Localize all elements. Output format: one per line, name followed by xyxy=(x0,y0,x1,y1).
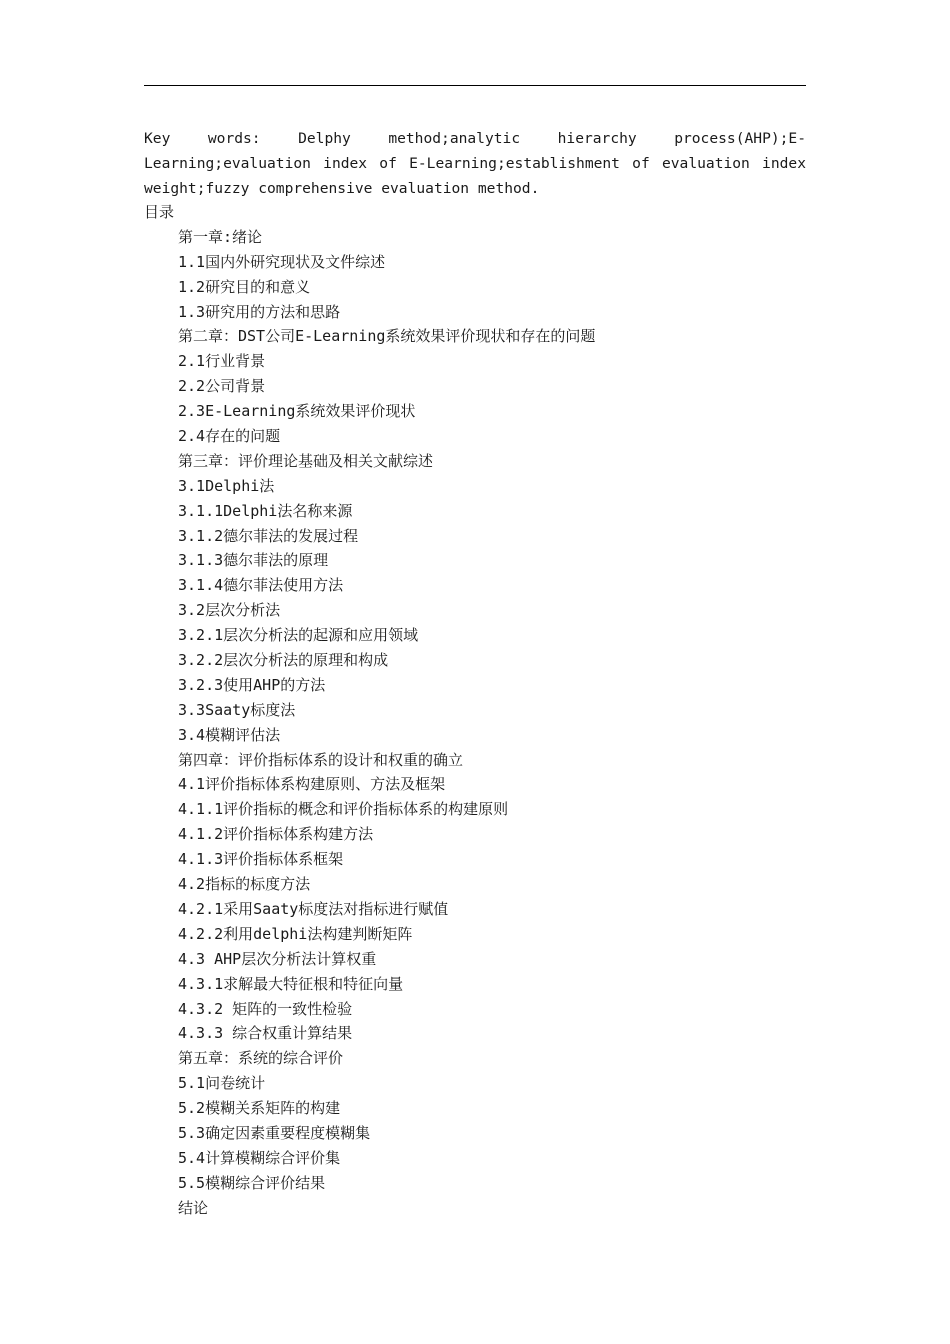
toc-item: 3.1Delphi法 xyxy=(178,476,275,495)
toc-item: 4.1.3评价指标体系框架 xyxy=(178,850,344,869)
toc-item: 2.2公司背景 xyxy=(178,377,266,396)
toc-item: 结论 xyxy=(178,1198,209,1217)
toc-item: 4.2.1采用Saaty标度法对指标进行赋值 xyxy=(178,899,449,918)
keywords-paragraph: Key words: Delphy method;analytic hierarchy process(AHP);E-Learning;evaluation index of E-Learning;establishment of evaluation index weight;fuzzy comprehensive evaluation method. xyxy=(144,130,806,197)
toc-item: 5.1问卷统计 xyxy=(178,1074,266,1093)
toc-item: 3.3Saaty标度法 xyxy=(178,700,296,719)
toc-item: 3.1.2德尔菲法的发展过程 xyxy=(178,526,359,545)
toc-item: 4.1.1评价指标的概念和评价指标体系的构建原则 xyxy=(178,800,509,819)
toc-item: 第三章：评价理论基础及相关文献综述 xyxy=(178,451,434,470)
toc-item: 第二章：DST公司E-Learning系统效果评价现状和存在的问题 xyxy=(178,327,596,346)
toc-item: 3.2.2层次分析法的原理和构成 xyxy=(178,651,389,670)
toc-item: 第一章:绪论 xyxy=(178,227,263,246)
toc-item: 5.3确定因素重要程度模糊集 xyxy=(178,1123,371,1142)
toc-item: 5.2模糊关系矩阵的构建 xyxy=(178,1099,341,1118)
toc-item: 2.3E-Learning系统效果评价现状 xyxy=(178,402,416,421)
toc-item: 1.3研究用的方法和思路 xyxy=(178,302,341,321)
toc-item: 第四章：评价指标体系的设计和权重的确立 xyxy=(178,750,464,769)
toc-item: 3.1.3德尔菲法的原理 xyxy=(178,551,329,570)
toc-heading: 目录 xyxy=(144,203,175,221)
toc-item: 3.4模糊评估法 xyxy=(178,725,281,744)
toc-item: 2.1行业背景 xyxy=(178,352,266,371)
toc-item: 4.3.2 矩阵的一致性检验 xyxy=(178,999,353,1018)
toc-item: 4.1.2评价指标体系构建方法 xyxy=(178,825,374,844)
header-rule xyxy=(144,85,806,86)
toc-item: 3.2.1层次分析法的起源和应用领域 xyxy=(178,626,419,645)
toc-list xyxy=(144,225,806,1221)
toc-item: 2.4存在的问题 xyxy=(178,427,281,446)
toc-item: 5.4计算模糊综合评价集 xyxy=(178,1148,341,1167)
toc-item: 3.1.4德尔菲法使用方法 xyxy=(178,576,344,595)
toc-item: 1.2研究目的和意义 xyxy=(178,277,311,296)
toc-item: 4.3 AHP层次分析法计算权重 xyxy=(178,949,377,968)
toc-item: 第五章：系统的综合评价 xyxy=(178,1049,344,1068)
toc-item: 3.1.1Delphi法名称来源 xyxy=(178,501,353,520)
toc-item: 4.3.1求解最大特征根和特征向量 xyxy=(178,974,404,993)
toc-item: 5.5模糊综合评价结果 xyxy=(178,1173,326,1192)
toc-item: 4.1评价指标体系构建原则、方法及框架 xyxy=(178,775,446,794)
toc-item: 4.2.2利用delphi法构建判断矩阵 xyxy=(178,924,413,943)
toc-item: 4.3.3 综合权重计算结果 xyxy=(178,1024,353,1043)
toc-item: 3.2.3使用AHP的方法 xyxy=(178,675,326,694)
table-of-contents xyxy=(144,200,806,1221)
toc-item: 1.1国内外研究现状及文件综述 xyxy=(178,252,386,271)
toc-item: 3.2层次分析法 xyxy=(178,601,281,620)
toc-item: 4.2指标的标度方法 xyxy=(178,875,311,894)
